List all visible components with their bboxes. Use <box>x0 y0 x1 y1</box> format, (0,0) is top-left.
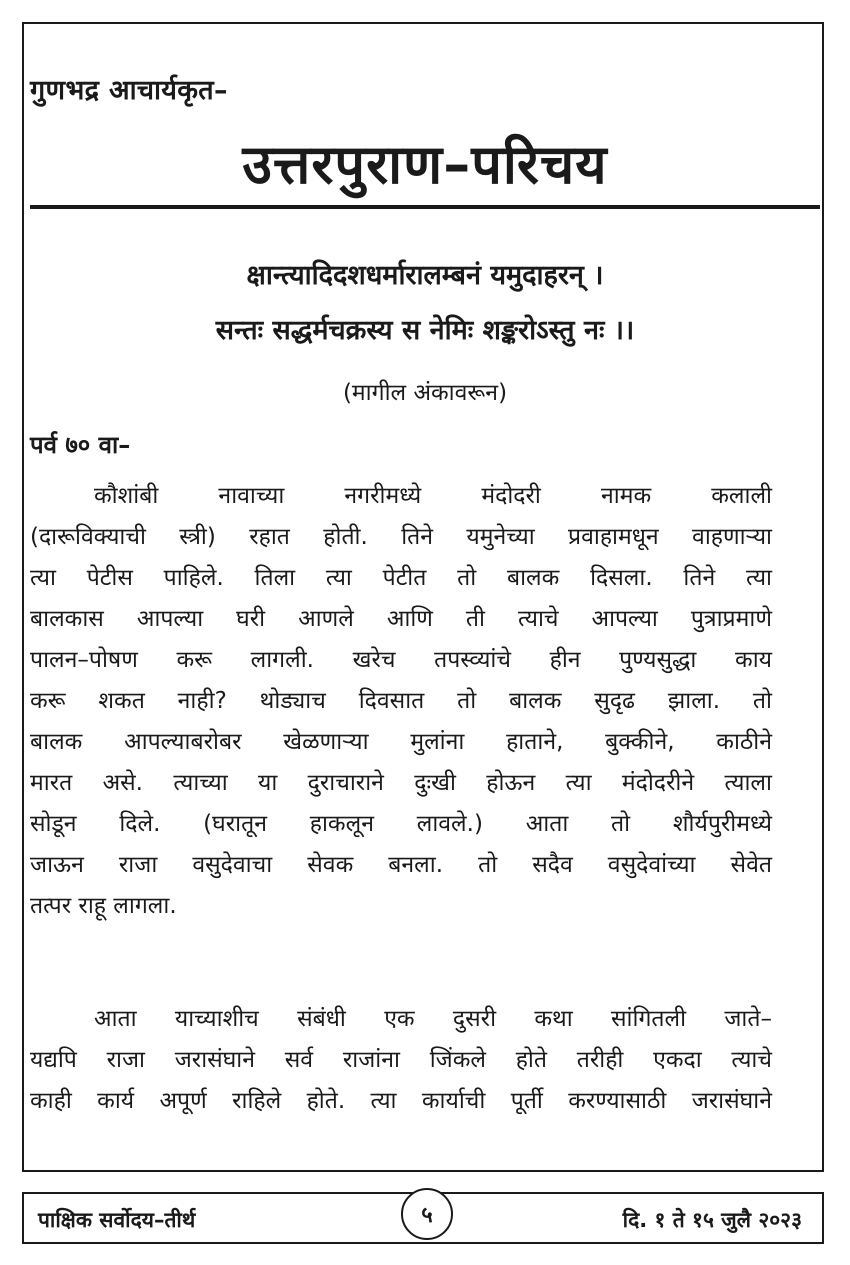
page-number: ५ <box>401 1188 453 1240</box>
paragraph-line: आता याच्याशीच संबंधी एक दुसरी कथा सांगितली जाते– <box>94 1006 772 1032</box>
paragraph-2 <box>30 999 772 1122</box>
paragraph-line: तत्पर राहू लागला. <box>30 893 177 919</box>
paragraph-line: करू शकत नाही? थोड्याच दिवसात तो बालक सुदृढ झाला. तो <box>30 688 772 714</box>
page-footer <box>22 1192 824 1244</box>
page-title: उत्तरपुराण–परिचय <box>242 133 608 196</box>
author-subtitle: गुणभद्र आचार्यकृत– <box>30 75 228 106</box>
paragraph-line: (दारूविक्याची स्त्री) रहात होती. तिने यमुनेच्या प्रवाहामधून वाहणाऱ्या <box>30 524 772 550</box>
verse-line-2: सन्तः सद्धर्मचक्रस्य स नेमिः शङ्करोऽस्तु नः ।। <box>215 315 635 346</box>
publication-name: पाक्षिक सर्वोदय–तीर्थ <box>38 1208 196 1232</box>
verse-line-1: क्षान्त्यादिदशधर्मारालम्बनं यमुदाहरन्‌ । <box>246 260 604 291</box>
paragraph-1 <box>30 476 772 927</box>
title-divider <box>30 205 820 209</box>
issue-date: दि. १ ते १५ जुलै २०२३ <box>622 1208 802 1232</box>
paragraph-line: यद्यपि राजा जरासंघाने सर्व राजांना जिंकले होते तरीही एकदा त्याचे <box>30 1047 772 1073</box>
section-heading: पर्व ७० वा– <box>30 431 131 459</box>
paragraph-line: बालकास आपल्या घरी आणले आणि ती त्याचे आपल्या पुत्राप्रमाणे <box>30 606 772 632</box>
continuation-note: (मागील अंकावरून) <box>342 380 508 406</box>
paragraph-line: जाऊन राजा वसुदेवाचा सेवक बनला. तो सदैव वसुदेवांच्या सेवेत <box>30 852 772 878</box>
paragraph-line: कौशांबी नावाच्या नगरीमध्ये मंदोदरी नामक कलाली <box>94 483 772 509</box>
paragraph-line: त्या पेटीस पाहिले. तिला त्या पेटीत तो बालक दिसला. तिने त्या <box>30 565 772 591</box>
paragraph-line: काही कार्य अपूर्ण राहिले होते. त्या कार्याची पूर्ती करण्यासाठी जरासंघाने <box>30 1088 772 1114</box>
paragraph-line: बालक आपल्याबरोबर खेळणाऱ्या मुलांना हाताने, बुक्कीने, काठीने <box>30 729 772 755</box>
paragraph-line: सोडून दिले. (घरातून हाकलून लावले.) आता तो शौर्यपुरीमध्ये <box>30 811 772 837</box>
paragraph-line: पालन–पोषण करू लागली. खरेच तपस्व्यांचे हीन पुण्यसुद्धा काय <box>30 647 772 673</box>
paragraph-line: मारत असे. त्याच्या या दुराचाराने दुःखी होऊन त्या मंदोदरीने त्याला <box>30 770 772 796</box>
